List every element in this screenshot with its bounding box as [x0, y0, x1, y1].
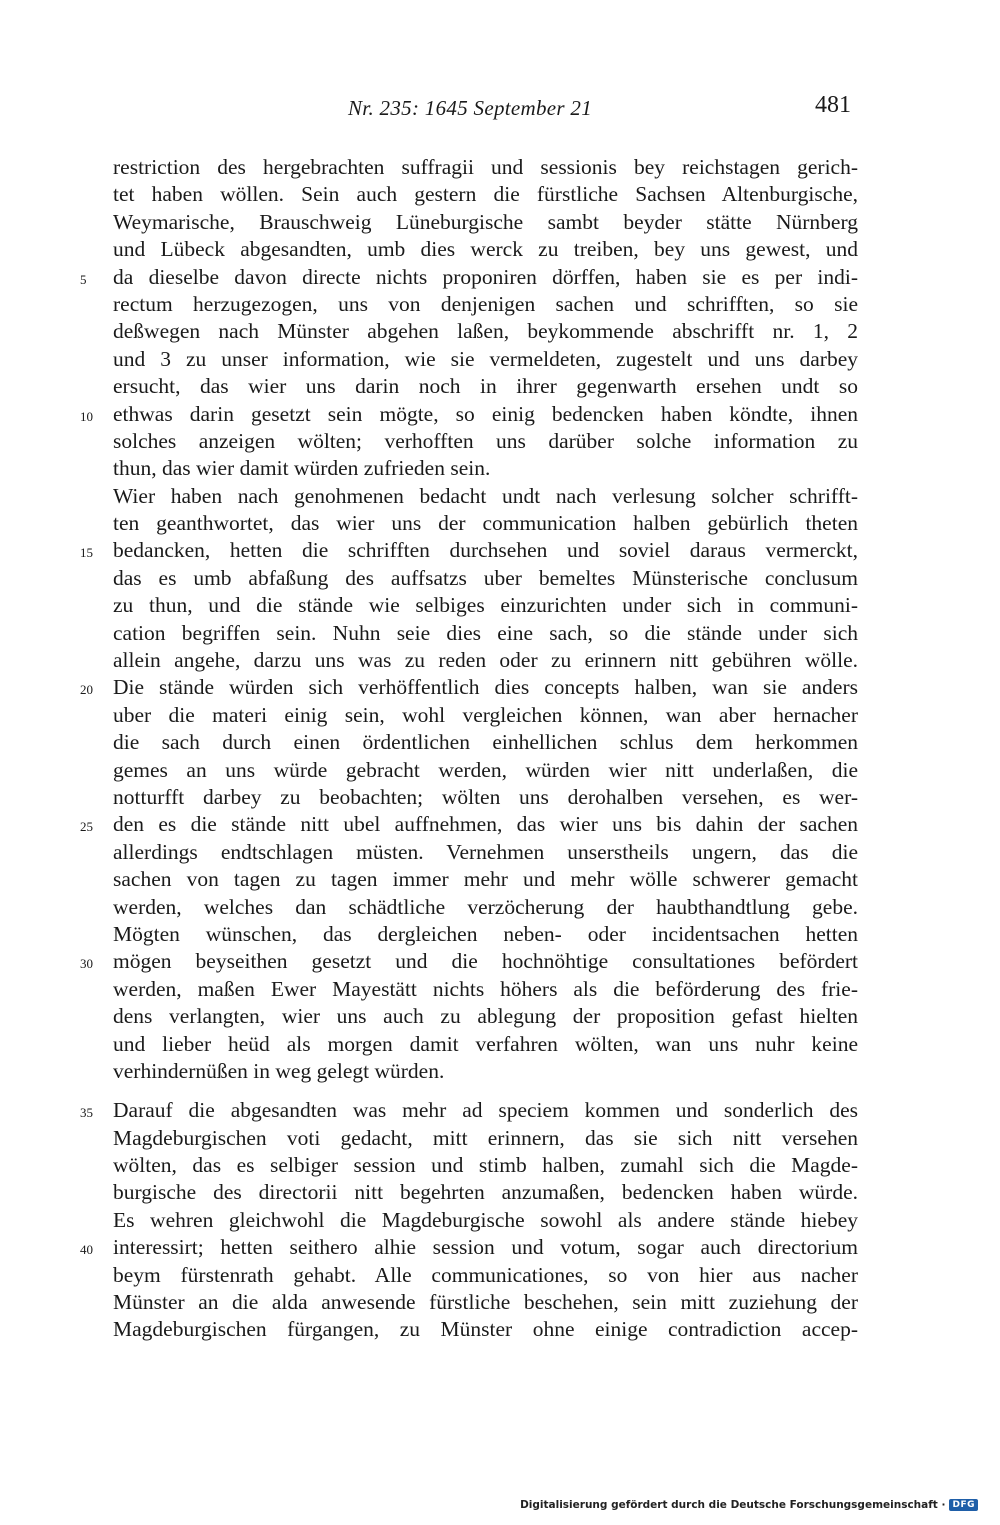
- line-number: 20: [80, 682, 93, 698]
- line-text: allerdings endtschlagen müsten. Vernehmen unserstheils ungern, das die: [113, 839, 858, 864]
- line-text: solches anzeigen wölten; verhofften uns darüber solche information zu: [113, 428, 858, 453]
- line-text: ten geanthwortet, das wier uns der communication halben gebürlich theten: [113, 511, 858, 536]
- line-number: 40: [80, 1242, 93, 1258]
- text-line: [113, 291, 858, 318]
- text-line: [113, 483, 858, 510]
- text-line: [113, 181, 858, 208]
- text-line: [113, 757, 858, 784]
- line-text: Magdeburgischen fürgangen, zu Münster ohne einige contradiction accep-: [113, 1317, 858, 1342]
- text-line: [113, 154, 858, 181]
- line-text: rectum herzugezogen, uns von denjenigen sachen und schrifften, so sie: [113, 291, 858, 316]
- text-line: [80, 1234, 858, 1261]
- text-line: [113, 1031, 858, 1058]
- line-text: Die stände würden sich verhöffentlich dies concepts halben, wan sie anders: [113, 675, 858, 700]
- text-line: [113, 1003, 858, 1030]
- line-text: sachen von tagen zu tagen immer mehr und mehr wölle schwerer gemacht: [113, 867, 858, 892]
- text-line: [113, 1125, 858, 1152]
- text-line: [113, 318, 858, 345]
- text-line: [113, 1289, 858, 1316]
- line-text: notturfft darbey zu beobachten; wölten uns derohalben versehen, es wer-: [113, 784, 858, 809]
- text-line: [113, 1316, 858, 1343]
- line-text: restriction des hergebrachten suffragii und sessionis bey reichstagen gerich-: [113, 155, 858, 179]
- running-head: [0, 92, 1000, 126]
- line-text: Darauf die abgesandten was mehr ad speciem kommen und sonderlich des: [113, 1098, 858, 1123]
- text-line: [80, 674, 858, 701]
- text-line: [113, 729, 858, 756]
- line-text: Weymarische, Brauschweig Lüneburgische sambt beyder stätte Nürnberg: [113, 209, 858, 234]
- body-text: [80, 154, 858, 1344]
- text-line: [113, 1058, 858, 1085]
- line-text: und 3 zu unser information, wie sie vermeldeten, zugestelt und uns darbey: [113, 346, 858, 371]
- line-text: werden, welches dan schädtliche verzöcherung der haubthandtlung gebe.: [113, 894, 858, 919]
- running-title: Nr. 235: 1645 September 21: [348, 96, 593, 120]
- text-line: [113, 1179, 858, 1206]
- line-text: ersucht, das wier uns darin noch in ihrer gegenwarth ersehen undt so: [113, 374, 858, 399]
- text-line: [113, 592, 858, 619]
- line-text: burgische des directorii nitt begehrten anzumaßen, bedencken haben würde.: [113, 1180, 858, 1205]
- text-line: [113, 784, 858, 811]
- line-number: 35: [80, 1105, 93, 1121]
- text-line: [113, 209, 858, 236]
- line-text: allein angehe, darzu uns was zu reden oder zu erinnern nitt gebühren wölle.: [113, 648, 858, 673]
- line-number: 15: [80, 545, 93, 561]
- text-line: [80, 1097, 858, 1124]
- text-line: [113, 702, 858, 729]
- page-number: 481: [815, 92, 851, 118]
- line-text: wölten, das es selbiger session und stimb halben, zumahl sich die Magde-: [113, 1153, 858, 1178]
- text-line: [113, 647, 858, 674]
- line-text: da dieselbe davon directe nichts proponiren dörffen, haben sie es per indi-: [113, 264, 858, 289]
- line-text: das es umb abfaßung des auffsatzs uber bemeltes Münsterische conclusum: [113, 565, 858, 590]
- dfg-logo-icon: DFG: [949, 1499, 978, 1511]
- line-text: Mögten wünschen, das dergleichen neben- oder incidentsachen hetten: [113, 921, 858, 946]
- line-text: die sach durch einen ördentlichen einhellichen schlus dem herkommen: [113, 730, 858, 755]
- line-number: 30: [80, 956, 93, 972]
- text-line: [113, 428, 858, 455]
- text-line: [113, 1262, 858, 1289]
- line-text: interessirt; hetten seithero alhie session und votum, sogar auch directorium: [113, 1235, 858, 1260]
- text-line: [113, 921, 858, 948]
- text-line: [113, 565, 858, 592]
- text-line: [113, 510, 858, 537]
- text-line: [113, 839, 858, 866]
- text-line: [113, 894, 858, 921]
- line-text: und lieber heüd als morgen damit verfahren wölten, wan uns nuhr keine: [113, 1031, 858, 1056]
- text-line: [80, 811, 858, 838]
- line-text: tet haben wöllen. Sein auch gestern die fürstliche Sachsen Altenburgische,: [113, 182, 858, 207]
- text-line: [113, 236, 858, 263]
- line-number: 10: [80, 408, 93, 424]
- line-text: uber die materi einig sein, wohl vergleichen können, wan aber hernacher: [113, 702, 858, 727]
- line-text: Magdeburgischen voti gedacht, mitt erinnern, das sie sich nitt versehen: [113, 1125, 858, 1150]
- line-text: gemes an uns würde gebracht werden, würden wier nitt underlaßen, die: [113, 757, 858, 782]
- paragraph-gap: [113, 1085, 858, 1097]
- line-text: beym fürstenrath gehabt. Alle communicationes, so von hier aus nacher: [113, 1262, 858, 1287]
- line-number: 25: [80, 819, 93, 835]
- text-line: [80, 401, 858, 428]
- text-line: [113, 866, 858, 893]
- line-number: 5: [80, 271, 87, 287]
- text-line: [80, 264, 858, 291]
- line-text: Wier haben nach genohmenen bedacht undt nach verlesung solcher schrifft-: [113, 483, 858, 508]
- text-line: [113, 346, 858, 373]
- text-line: [113, 1207, 858, 1234]
- text-line: [113, 1152, 858, 1179]
- line-text: Münster an die alda anwesende fürstliche beschehen, sein mitt zuziehung der: [113, 1290, 858, 1315]
- line-text: Es wehren gleichwohl die Magdeburgische sowohl als andere stände hiebey: [113, 1207, 858, 1232]
- digitization-footer: [520, 1499, 978, 1511]
- text-line: [80, 948, 858, 975]
- text-line: [113, 620, 858, 647]
- line-text: zu thun, und die stände wie selbiges einzurichten under sich in communi-: [113, 593, 858, 618]
- line-text: dens verlangten, wier uns auch zu ablegung der proposition gefast hielten: [113, 1004, 858, 1029]
- line-text: werden, maßen Ewer Mayestätt nichts höhers als die beförderung des frie-: [113, 976, 858, 1001]
- line-text: verhindernüßen in weg gelegt würden.: [113, 1058, 445, 1083]
- line-text: ethwas darin gesetzt sein mögte, so einig bedencken haben köndte, ihnen: [113, 401, 858, 426]
- footer-credit: Digitalisierung gefördert durch die Deutsche Forschungsgemeinschaft ·: [520, 1499, 946, 1511]
- line-text: thun, das wier damit würden zufrieden sein.: [113, 456, 491, 481]
- line-text: deßwegen nach Münster abgehen laßen, beykommende abschrifft nr. 1, 2: [113, 319, 858, 344]
- text-line: [80, 537, 858, 564]
- line-text: mögen beyseithen gesetzt und die hochnöhtige consultationes befördert: [113, 949, 858, 974]
- line-text: den es die stände nitt ubel auffnehmen, das wier uns bis dahin der sachen: [113, 812, 858, 837]
- text-line: [113, 976, 858, 1003]
- text-line: [113, 455, 858, 482]
- line-text: bedancken, hetten die schrifften durchsehen und soviel daraus vermerckt,: [113, 538, 858, 563]
- line-text: cation begriffen sein. Nuhn seie dies eine sach, so die stände under sich: [113, 620, 858, 645]
- text-line: [113, 373, 858, 400]
- line-text: und Lübeck abgesandten, umb dies werck zu treiben, bey uns gewest, und: [113, 237, 858, 262]
